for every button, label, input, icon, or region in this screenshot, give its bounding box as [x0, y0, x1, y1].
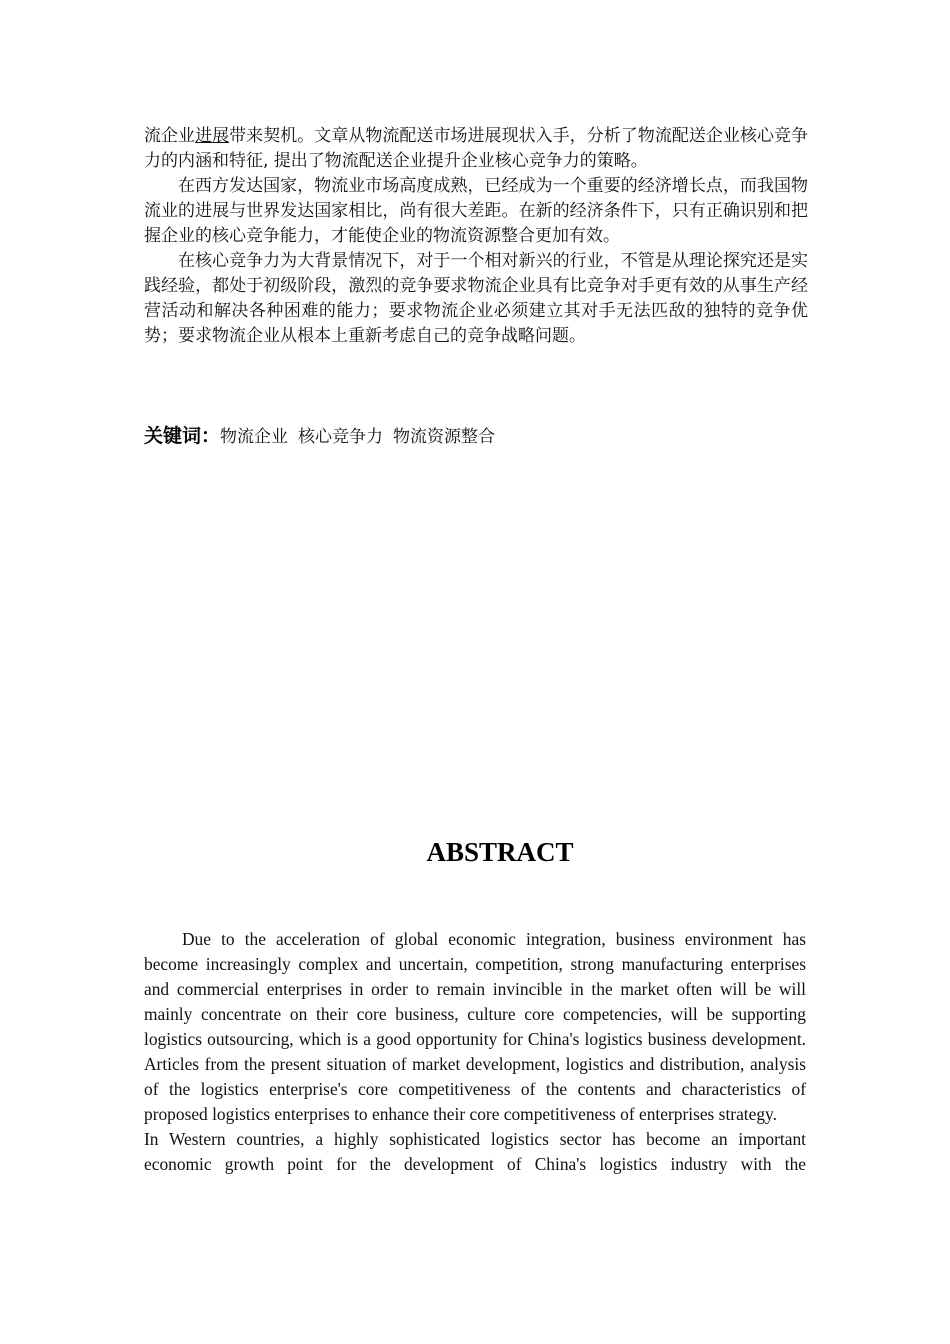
cn-paragraph-1-seg-3: 带来契机。文章从物流配送市场进展现状入手，分析了物流配送企业核心竞争力的内涵和特征, 提出了物流配送企业提升企业核心竞争力的策略。 — [144, 126, 809, 171]
keyword-item: 核心竞争力 — [298, 427, 384, 447]
keywords-label: 关键词： — [144, 425, 221, 447]
cn-paragraph-1-seg-1: 流企业 — [144, 126, 196, 146]
english-abstract-body — [144, 927, 806, 1177]
chinese-abstract-body — [144, 124, 808, 349]
cn-paragraph-1 — [144, 124, 808, 174]
cn-paragraph-3: 在核心竞争力为大背景情况下，对于一个相对新兴的行业，不管是从理论探究还是实践经验，都处于初级阶段，激烈的竞争要求物流企业具有比竞争对手更有效的从事生产经营活动和解决各种困难的能力；要求物流企业必须建立其对手无法匹敌的独特的竞争优势；要求物流企业从根本上重新考虑自己的竞争战略问题。 — [144, 251, 808, 346]
keyword-item: 物流企业 — [220, 427, 289, 447]
keyword-item: 物流资源整合 — [393, 427, 496, 447]
keywords-line — [144, 423, 808, 450]
abstract-heading: ABSTRACT — [426, 837, 574, 867]
en-paragraph-2: In Western countries, a highly sophisticated logistics sector has become an important economic growth point for the development of China's logistics industry with the — [144, 1129, 806, 1174]
underlined-word: 进展 — [195, 126, 230, 146]
cn-paragraph-2: 在西方发达国家，物流业市场高度成熟，已经成为一个重要的经济增长点，而我国物流业的进展与世界发达国家相比，尚有很大差距。在新的经济条件下，只有正确识别和把握企业的核心竞争能力，才能使企业的物流资源整合更加有效。 — [144, 176, 808, 246]
en-paragraph-1: Due to the acceleration of global economic integration, business environment has become increasingly complex and uncertain, competition, strong manufacturing enterprises and commercial enterprises in order to remain invincible in the market often will be will mainly concentrate on their core business, culture core competencies, will be supporting logistics outsourcing, which is a good opportunity for China's logistics business development. Articles from the present situation of market development, logistics and distribution, analysis of the logistics enterprise's core competitiveness of the contents and characteristics of proposed logistics enterprises to enhance their core competitiveness of enterprises strategy. — [144, 929, 806, 1124]
